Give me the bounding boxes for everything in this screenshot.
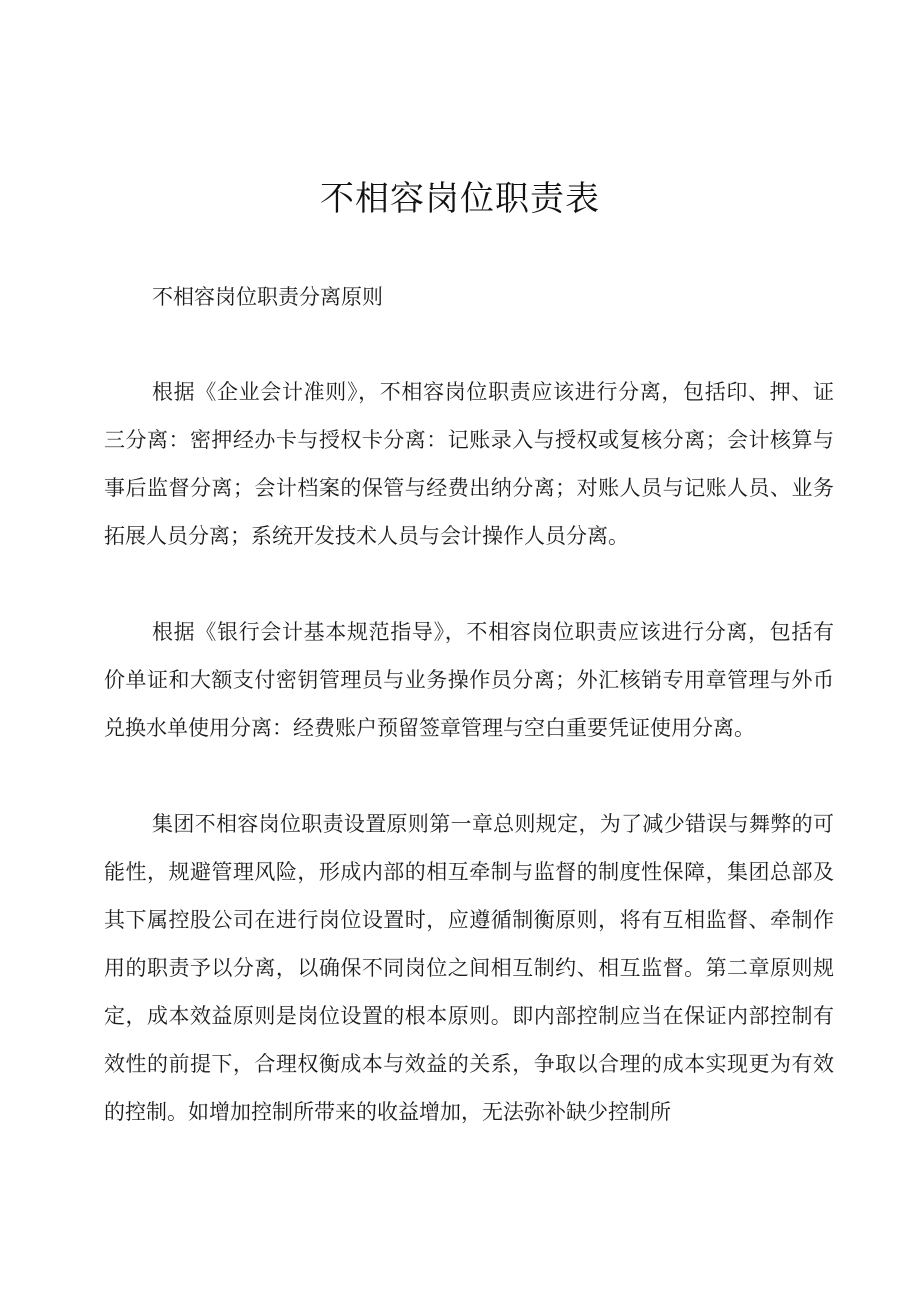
document-title: 不相容岗位职责表 xyxy=(320,179,600,219)
paragraph-accounting-standards: 根据《企业会计准则》，不相容岗位职责应该进行分离，包括印、押、证三分离：密押经办卡与授权卡分离：记账录入与授权或复核分离；会计核算与事后监督分离；会计档案的保管与经费出纳分离；对账人员与记账人员、业务拓展人员分离；系统开发技术人员与会计操作人员分离。 xyxy=(104,380,834,548)
paragraph-group-principles: 集团不相容岗位职责设置原则第一章总则规定，为了减少错误与舞弊的可能性，规避管理风险，形成内部的相互牵制与监督的制度性保障，集团总部及其下属控股公司在进行岗位设置时，应遵循制衡原则，将有互相监督、牵制作用的职责予以分离，以确保不同岗位之间相互制约、相互监督。第二章原则规定，成本效益原则是岗位设置的根本原则。即内部控制应当在保证内部控制有效性的前提下，合理权衡成本与效益的关系，争取以合理的成本实现更为有效的控制。如增加控制所带来的收益增加，无法弥补缺少控制所 xyxy=(104,812,834,1124)
section-subtitle: 不相容岗位职责分离原则 xyxy=(152,285,383,309)
paragraph-bank-accounting-guide: 根据《银行会计基本规范指导》，不相容岗位职责应该进行分离，包括有价单证和大额支付密钥管理员与业务操作员分离；外汇核销专用章管理与外币兑换水单使用分离：经费账户预留签章管理与空白重要凭证使用分离。 xyxy=(104,620,834,740)
